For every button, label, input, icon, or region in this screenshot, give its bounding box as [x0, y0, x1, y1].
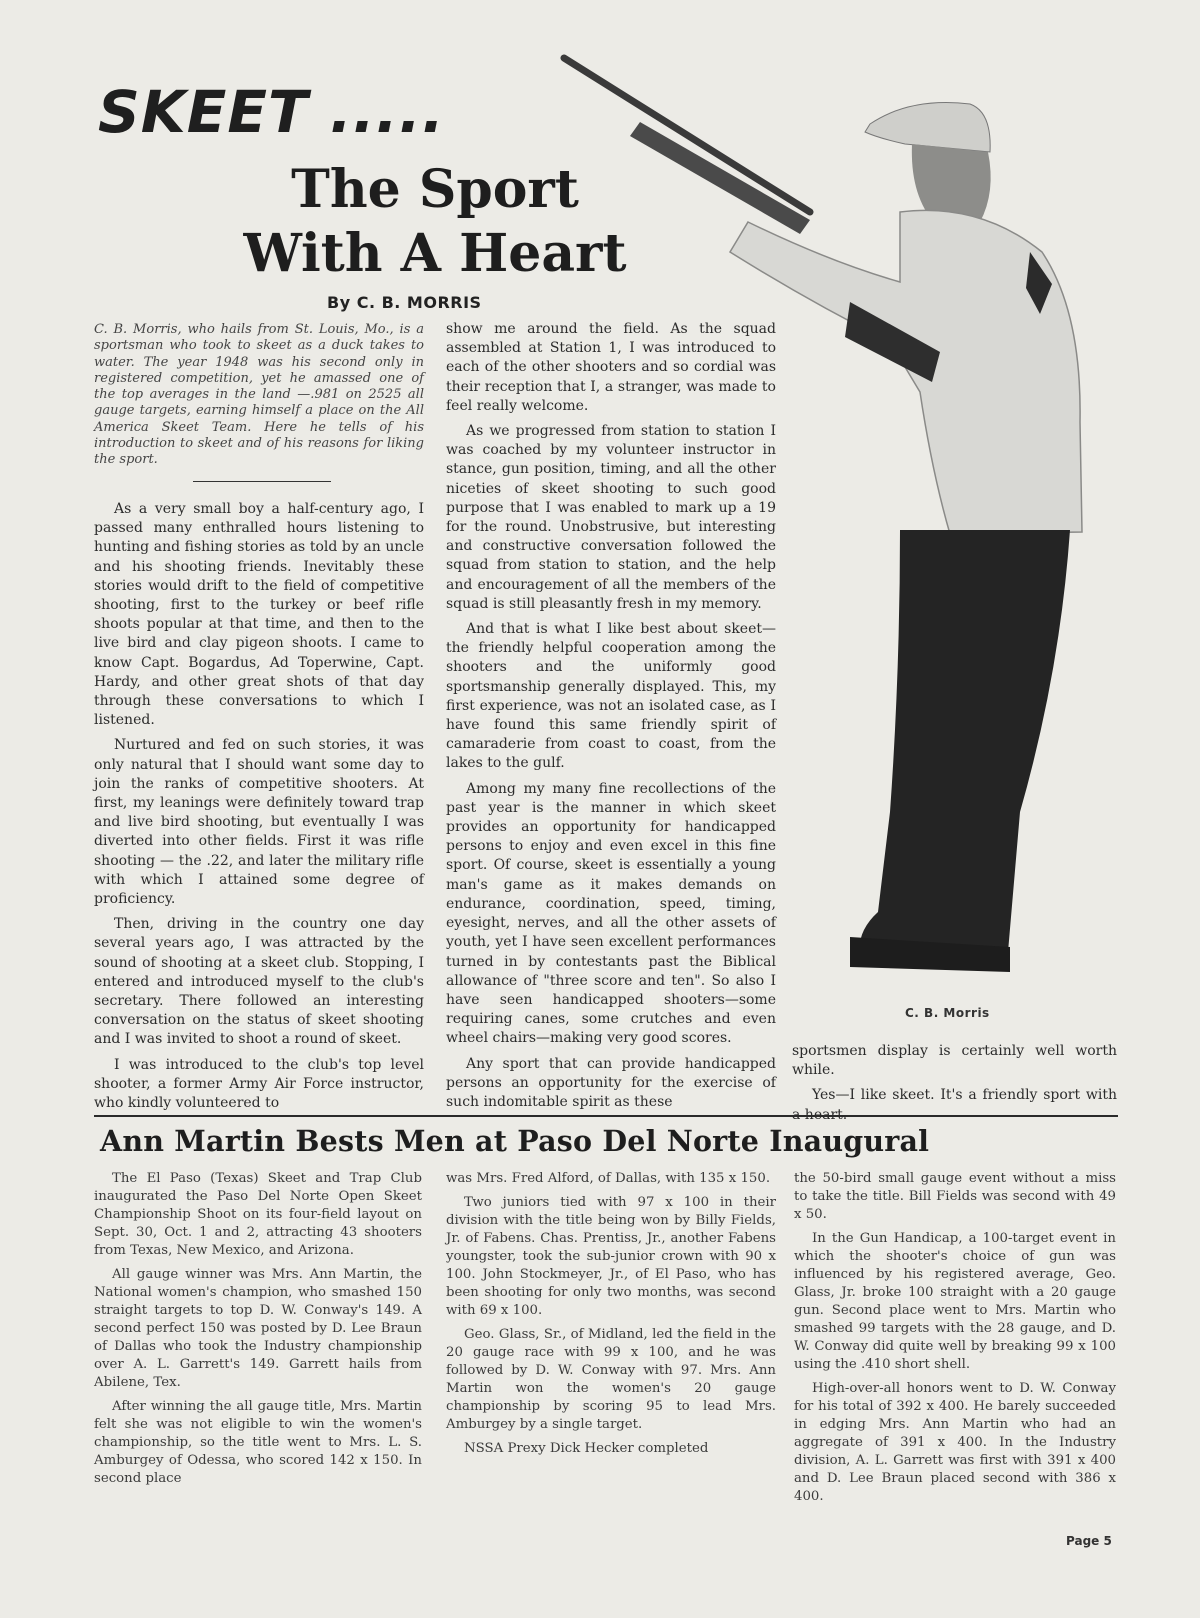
paragraph: Geo. Glass, Sr., of Midland, led the field in the 20 gauge race with 99 x 100, and he was followed by D. W. Conway with 97. Mrs. Ann Martin won the women's 20 gauge championship by scoring 95 to lead Mrs. Amburgey by a single target. [446, 1327, 776, 1432]
jacket [730, 210, 1082, 534]
paragraph: Any sport that can provide handicapped persons an opportunity for the exercise of such indomitable spirit as these [446, 1055, 776, 1110]
paragraph: As a very small boy a half-century ago, I passed many enthralled hours listening to hunting and fishing stories as told by an uncle and his shooting friends. Inevitably these stories would drift to the field of competitive shooting, first to the turkey or beef rifle shoots popular at that time, and then to the live bird and clay pigeon shoots. I came to know Capt. Bogardus, Ad Toperwine, Capt. Hardy, and other great shots of that day through these conversations to which I listened. [94, 501, 424, 729]
shotgun-barrel [564, 58, 810, 212]
section-divider [94, 1115, 1118, 1117]
paragraph: I was introduced to the club's top level shooter, a former Army Air Force instructor, who kindly volunteered to [94, 1056, 424, 1112]
paragraph: All gauge winner was Mrs. Ann Martin, the National women's champion, who smashed 150 straight targets to top D. W. Conway's 149. A second perfect 150 was posted by D. Lee Braun of Dallas who took the Industry championship over A. L. Garrett's 149. Garrett hails from Abilene, Tex. [94, 1267, 422, 1390]
paragraph: the 50-bird small gauge event without a miss to take the title. Bill Fields was second with 49 x 50. [794, 1171, 1116, 1222]
paragraph: NSSA Prexy Dick Hecker completed [464, 1441, 709, 1456]
byline: By C. B. MORRIS [327, 293, 482, 312]
divider-rule [193, 481, 331, 482]
paragraph: The El Paso (Texas) Skeet and Trap Club inaugurated the Paso Del Norte Open Skeet Championship Shoot on its four-field layout on Sept. 30, Oct. 1 and 2, attracting 43 shooters from Texas, New Mexico, and Arizona. [94, 1171, 422, 1258]
title-line-1: The Sport [291, 159, 579, 220]
paragraph: And that is what I like best about skeet—the friendly helpful cooperation among the shooters and the uniformly good sportsmanship generally displayed. This, my first experience, was not an isolated case, as I have found this same friendly spirit of camaraderie from coast to coast, from the lakes to the gulf. [446, 621, 776, 772]
paragraph: Yes—I like skeet. It's a friendly sport with [812, 1087, 1117, 1104]
article1-column-1-body [94, 500, 424, 1119]
article1-column-2 [446, 320, 776, 1118]
article2-title: Ann Martin Bests Men at Paso Del Norte Inaugural [100, 1124, 930, 1158]
title-line-2: With A Heart [243, 223, 627, 284]
paragraph: As we progressed from station to station I was coached by my volunteer instructor in stance, gun position, timing, and all the other niceties of skeet shooting to such good purpose that I was enabled to mark up a 19 for the round. Unobstrusive, but interesting and constructive conversation followed the squad from station to station, and the help and encouragement of all the members of the squad is still pleasantly fresh in my memory. [446, 423, 776, 612]
paragraph: Then, driving in the country one day several years ago, I was attracted by the sound of shooting at a skeet club. Stopping, I entered and introduced myself to the club's secretary. There followed an interesting conversation on the status of skeet shooting and I was invited to shoot a round of skeet. [94, 916, 424, 1048]
paragraph: Among my many fine recollections of the past year is the manner in which skeet provides an opportunity for handicapped persons to enjoy and even excel in this fine sport. Of course, skeet is essentially a young man's game as it makes demands on endurance, coordination, speed, timing, eyesight, nerves, and all the other assets of youth, yet I have seen excellent performances turned in by contestants past the Biblical allowance of "three score and ten". So also I have seen handicapped shooters—some requiring canes, some crutches and even wheel chairs—making very good scores. [446, 780, 776, 1047]
paragraph: After winning the all gauge title, Mrs. Martin felt she was not eligible to win the women's championship, so the title went to Mrs. L. S. Amburgey of Odessa, who scored 142 x 150. In second place [94, 1399, 422, 1486]
paragraph: In the Gun Handicap, a 100-target event in which the shooter's choice of gun was influenced by his registered average, Geo. Glass, Jr. broke 100 straight with a 20 gauge gun. Second place went to Mrs. Martin who smashed 99 targets with the 28 gauge, and D. W. Conway did quite well by breaking 99 x 100 using the .410 short shell. [794, 1231, 1116, 1372]
paragraph: show me around the field. As the squad assembled at Station 1, I was introduced to each of the other shooters and so cordial was their reception that I, a stranger, was made to feel really welcome. [446, 321, 776, 414]
paragraph: High-over-all honors went to D. W. Conway for his total of 392 x 400. He barely succeeded in edging Mrs. Ann Martin who had an aggregate of 391 x 400. In the Industry division, A. L. Garrett was first with 391 x 400 and D. Lee Braun placed second with 386 x 400. [794, 1381, 1116, 1504]
paragraph: Two juniors tied with 97 x 100 in their division with the title being won by Billy Fields, Jr. of Fabens. Chas. Prentiss, Jr., another Fabens youngster, took the sub-junior crown with 90 x 100. John Stockmeyer, Jr., of El Paso, who has been shooting for only two months, was second with 69 x 100. [446, 1195, 776, 1318]
shotgun-stock [630, 122, 810, 234]
section-kicker: SKEET ..... [98, 78, 445, 146]
cap [865, 103, 990, 152]
paragraph: sportsmen display is certainly well worth while. [792, 1043, 1117, 1079]
photo-caption: C. B. Morris [905, 1006, 990, 1020]
intro-paragraph: C. B. Morris, who hails from St. Louis, Mo., is a sportsman who took to skeet as a duck takes to water. The year 1948 was his second only in registered competition, yet he amassed one of the top averages in the land —.981 on 2525 all gauge targets, earning himself a place on the All America Skeet Team. Here he tells of his introduction to skeet and of his reasons for liking the sport. [94, 322, 424, 468]
article2-column-1 [94, 1170, 422, 1494]
paragraph: was Mrs. Fred Alford, of Dallas, with 135 x 150. [446, 1171, 771, 1186]
article1-column-1 [94, 322, 424, 475]
article2-column-3 [794, 1170, 1116, 1512]
trousers [859, 530, 1070, 957]
paragraph: Nurtured and fed on such stories, it was only natural that I should want some day to join the ranks of competitive shooters. At first, my leanings were definitely toward trap and live bird shooting, but eventually I was diverted into other fields. First it was rifle shooting — the .22, and later the military rifle with which I attained some degree of proficiency. [94, 737, 424, 908]
article1-column-3 [792, 1042, 1117, 1131]
page-number: Page 5 [1066, 1534, 1112, 1548]
article2-column-2 [446, 1170, 776, 1464]
